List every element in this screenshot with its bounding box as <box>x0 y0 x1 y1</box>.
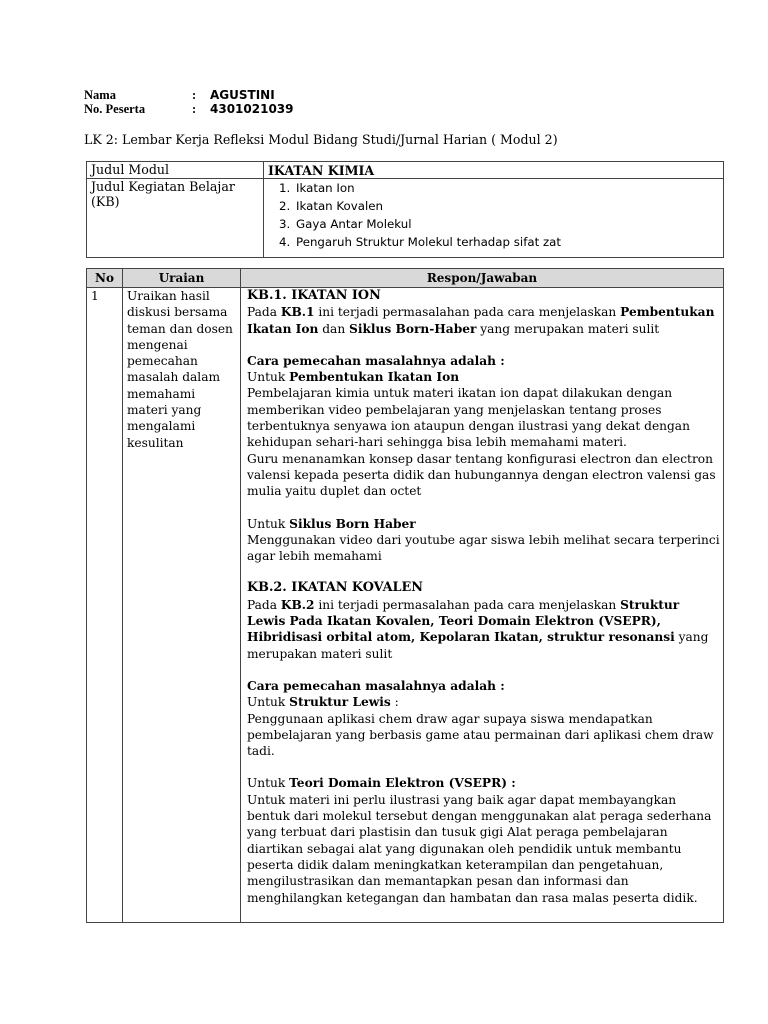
kb-row <box>87 179 724 258</box>
kb2-text1: Penggunaan aplikasi chem draw agar supaya siswa mendapatkan pembelajaran yang berbasis game atau permainan dari aplikasi chem draw tadi. <box>247 711 714 759</box>
kb2-heading: KB.2. IKATAN KOVALEN <box>247 580 423 596</box>
list-item: 1. Ikatan Ion <box>294 179 719 197</box>
peserta-row <box>84 102 294 116</box>
name-label: Nama <box>84 88 116 102</box>
modul-table <box>86 161 724 258</box>
judul-modul-value: IKATAN KIMIA <box>264 162 724 179</box>
list-item: 3. Gaya Antar Molekul <box>294 215 719 233</box>
separator: : <box>192 102 197 116</box>
name-row <box>84 88 294 102</box>
header-no: No <box>87 269 123 288</box>
uraian-text: Uraikan hasil diskusi bersama teman dan dosen mengenai pemecahan masalah dalam memahami materi yang mengalami kesulitan <box>123 288 241 923</box>
kb-list <box>268 179 719 251</box>
table-row <box>87 288 724 923</box>
peserta-label: No. Peserta <box>84 102 146 116</box>
respon-table <box>86 268 724 923</box>
judul-modul-row <box>87 162 724 179</box>
identity-block <box>84 88 294 116</box>
separator: : <box>192 88 197 102</box>
list-item: 4. Pengaruh Struktur Molekul terhadap sifat zat <box>294 233 719 251</box>
kb2-untuk2: Untuk Teori Domain Elektron (VSEPR) : <box>247 776 516 791</box>
kb1-cara-heading: Cara pemecahan masalahnya adalah : <box>247 353 505 368</box>
peserta-value: 4301021039 <box>210 102 294 116</box>
kb2-text2: Untuk materi ini perlu ilustrasi yang baik agar dapat membayangkan bentuk dari molekul tersebut dengan menggunakan alat peraga sederhana yang terbuat dari plastisin dan tusuk gigi Alat peraga pembelajaran diartikan sebagai alat yang digunakan oleh pendidik untuk membantu peserta didik dalam meningkatkan keterampilan dan pengetahuan, mengilustrasikan dan memantapkan pesan dan informasi dan menghilangkan ketegangan dan hambatan dan rasa malas peserta didik. <box>247 792 712 905</box>
kb1-text1: Pembelajaran kimia untuk materi ikatan ion dapat dilakukan dengan memberikan video pembelajaran yang menjelaskan tentang proses terbentuknya senyawa ion ataupun dengan ilustrasi yang dekat dengan kehidupan sehari-hari sehingga bisa lebih memahami materi. <box>247 386 690 450</box>
judul-modul-label: Judul Modul <box>87 162 264 179</box>
kb1-text2: Guru menanamkan konsep dasar tentang konfigurasi electron dan electron valensi kepada peserta didik dan hubungannya dengan electron valensi gas mulia yaitu duplet dan octet <box>247 451 716 499</box>
kb1-untuk2: Untuk Siklus Born Haber <box>247 516 416 531</box>
lk-title: LK 2: Lembar Kerja Refleksi Modul Bidang Studi/Jurnal Harian ( Modul 2) <box>84 132 558 147</box>
kb1-problem: Pada KB.1 ini terjadi permasalahan pada cara menjelaskan Pembentukan Ikatan Ion dan Siklus Born-Haber yang merupakan materi sulit <box>247 305 715 336</box>
header-uraian: Uraian <box>123 269 241 288</box>
header-row <box>87 269 724 288</box>
kb2-cara-heading: Cara pemecahan masalahnya adalah : <box>247 678 505 693</box>
list-item: 2. Ikatan Kovalen <box>294 197 719 215</box>
kb2-problem: Pada KB.2 ini terjadi permasalahan pada cara menjelaskan Struktur Lewis Pada Ikatan Kovalen, Teori Domain Elektron (VSEPR), Hibridisasi orbital atom, Kepolaran Ikatan, struktur resonansi yang merupakan materi sulit <box>247 597 709 661</box>
header-respon: Respon/Jawaban <box>241 269 724 288</box>
row-number: 1 <box>87 288 123 923</box>
kb1-untuk1: Untuk Pembentukan Ikatan Ion <box>247 370 460 385</box>
name-value: AGUSTINI <box>210 88 275 102</box>
kb1-text3: Menggunakan video dari youtube agar siswa lebih melihat secara terperinci agar lebih memahami <box>247 532 720 564</box>
kb1-heading: KB.1. IKATAN ION <box>247 288 381 303</box>
kb2-untuk1: Untuk Struktur Lewis : <box>247 695 399 710</box>
respon-cell <box>241 288 724 923</box>
kb-label: Judul Kegiatan Belajar (KB) <box>87 179 264 258</box>
